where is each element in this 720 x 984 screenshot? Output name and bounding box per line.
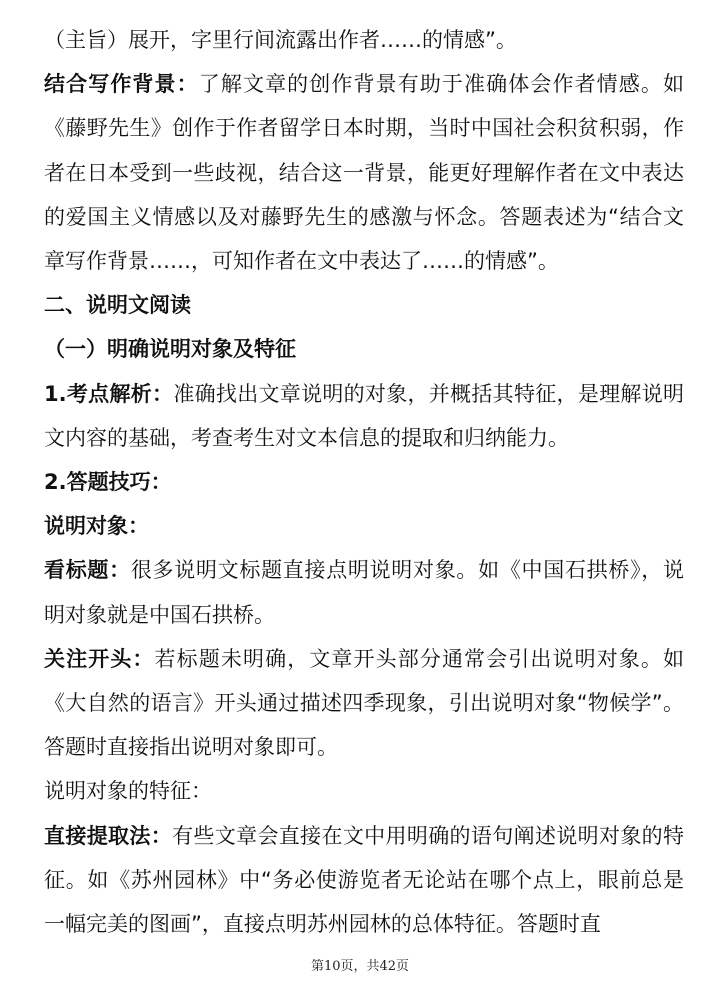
paragraph-8-lead: 看标题： (44, 558, 131, 583)
subsection-heading-text: （一）明确说明对象及特征 (44, 337, 296, 362)
paragraph-8 (44, 548, 684, 636)
section-heading-text: 二、说明文阅读 (44, 293, 191, 318)
paragraph-7 (44, 504, 684, 548)
paragraph-5 (44, 372, 684, 460)
paragraph-1-text: （主旨）展开，字里行间流露出作者……的情感”。 (44, 28, 517, 52)
paragraph-11-lead: 直接提取法： (44, 823, 173, 848)
paragraph-6-lead: 2.答题技巧： (44, 470, 172, 495)
paragraph-5-lead: 1.考点解析： (44, 381, 174, 406)
paragraph-11-text: 有些文章会直接在文中用明确的语句阐述说明对象的特征。如《苏州园林》中“务必使游览者无论站在哪个点上，眼前总是一幅完美的图画”，直接点明苏州园林的总体特征。答题时直 (44, 823, 685, 937)
page-number-footer: 第10页，共42页 (310, 959, 410, 974)
document-body (44, 18, 684, 946)
paragraph-10 (44, 769, 684, 813)
paragraph-11 (44, 814, 684, 947)
paragraph-1 (44, 18, 684, 62)
paragraph-6 (44, 460, 684, 504)
paragraph-7-lead: 说明对象： (44, 514, 149, 539)
subsection-heading (44, 327, 684, 371)
paragraph-5-text: 准确找出文章说明的对象，并概括其特征，是理解说明文内容的基础，考查考生对文本信息的提取和归纳能力。 (44, 381, 684, 450)
paragraph-8-text: 很多说明文标题直接点明说明对象。如《中国石拱桥》，说明对象就是中国石拱桥。 (44, 558, 684, 627)
paragraph-9-lead: 关注开头： (44, 646, 155, 671)
paragraph-9 (44, 637, 684, 770)
section-heading (44, 283, 684, 327)
paragraph-2 (44, 62, 684, 283)
paragraph-9-text: 若标题未明确，文章开头部分通常会引出说明对象。如《大自然的语言》开头通过描述四季现象，引出说明对象“物候学”。答题时直接指出说明对象即可。 (44, 646, 685, 760)
paragraph-2-text: 了解文章的创作背景有助于准确体会作者情感。如《藤野先生》创作于作者留学日本时期，当时中国社会积贫积弱，作者在日本受到一些歧视，结合这一背景，能更好理解作者在文中表达的爱国主义情感以及对藤野先生的感激与怀念。答题表述为“结合文章写作背景……，可知作者在文中表达了……的情感”。 (44, 72, 684, 274)
paragraph-10-text: 说明对象的特征： (44, 779, 212, 804)
paragraph-2-lead: 结合写作背景： (44, 72, 199, 97)
